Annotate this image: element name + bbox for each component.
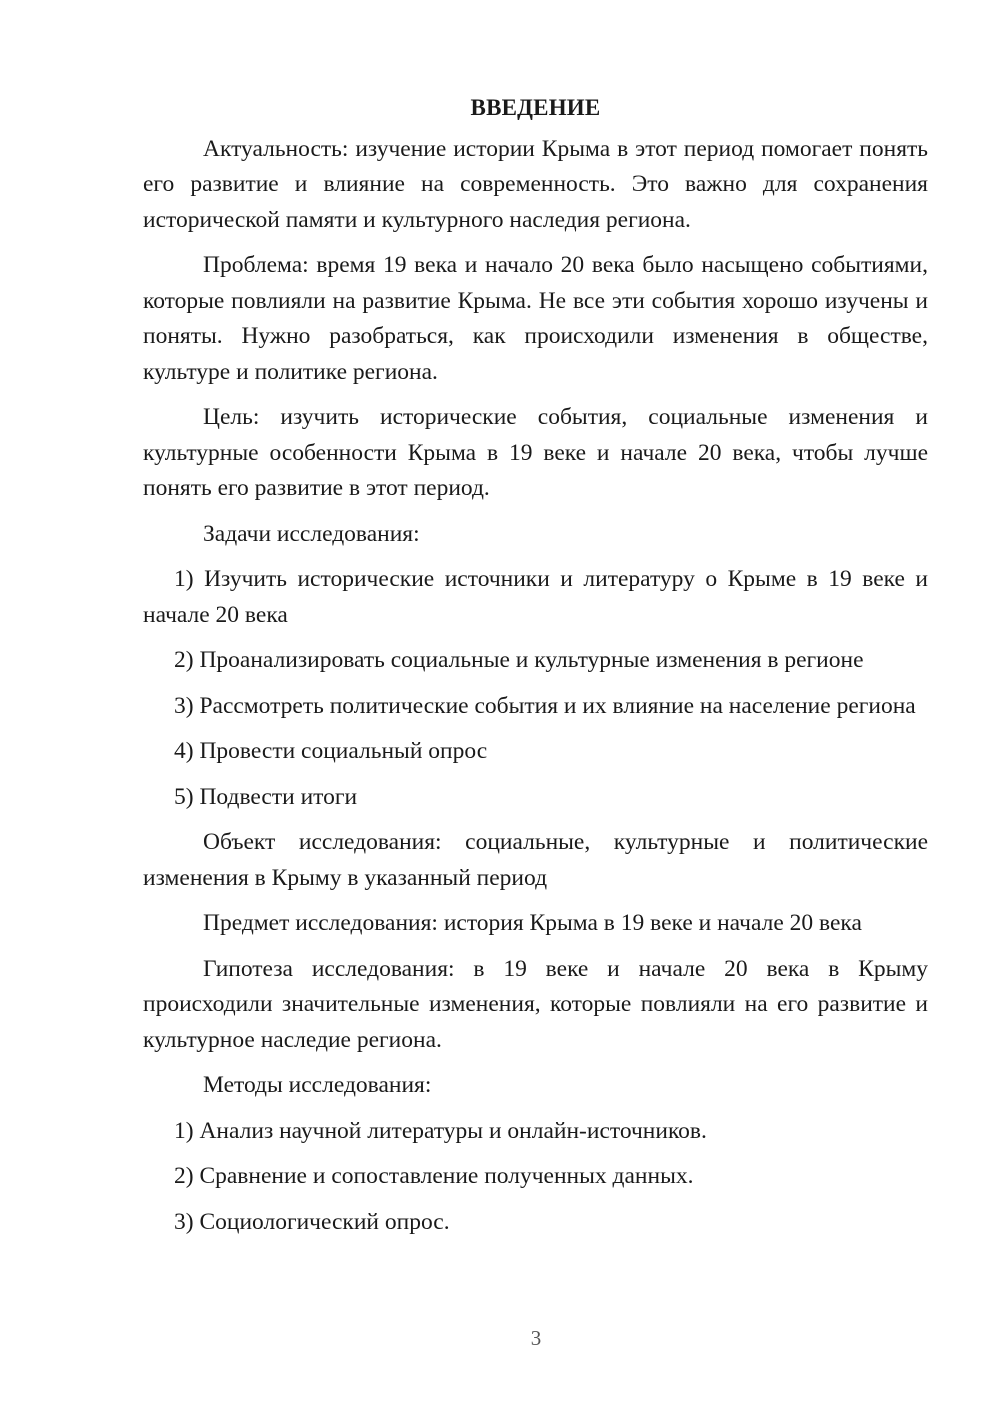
method-item-1: 1) Анализ научной литературы и онлайн-источников. xyxy=(174,1117,707,1144)
paragraph-object: Объект исследования: социальные, культурные и политические изменения в Крыму в указанный период xyxy=(143,829,928,891)
paragraph-tasks-heading: Задачи исследования: xyxy=(203,520,420,547)
page-content xyxy=(143,90,928,1250)
paragraph-goal: Цель: изучить исторические события, социальные изменения и культурные особенности Крыма в 19 веке и начале 20 века, чтобы лучше понять его развитие в этот период. xyxy=(143,404,928,501)
paragraph-hypothesis: Гипотеза исследования: в 19 веке и начале 20 века в Крыму происходили значительные изменения, которые повлияли на его развитие и культурное наследие региона. xyxy=(143,955,928,1053)
paragraph-methods-heading: Методы исследования: xyxy=(203,1072,432,1098)
section-title: ВВЕДЕНИЕ xyxy=(470,95,601,120)
method-item-3: 3) Социологический опрос. xyxy=(174,1208,450,1235)
task-item-1: 1) Изучить исторические источники и литературу о Крыме в 19 веке и начале 20 века xyxy=(143,566,928,628)
task-item-3: 3) Рассмотреть политические события и их влияние на население региона xyxy=(174,692,916,719)
task-item-2: 2) Проанализировать социальные и культурные изменения в регионе xyxy=(174,647,864,673)
task-item-4: 4) Провести социальный опрос xyxy=(174,738,488,764)
page-number: 3 xyxy=(530,1326,542,1350)
task-item-5: 5) Подвести итоги xyxy=(174,783,358,810)
paragraph-problem: Проблема: время 19 века и начало 20 века было насыщено событиями, которые повлияли на развитие Крыма. Не все эти события хорошо изучены и поняты. Нужно разобраться, как происходили изменения в обществе, культуре и политике региона. xyxy=(143,252,928,385)
method-item-2: 2) Сравнение и сопоставление полученных данных. xyxy=(174,1163,694,1189)
paragraph-subject: Предмет исследования: история Крыма в 19 веке и начале 20 века xyxy=(203,910,862,936)
paragraph-relevance: Актуальность: изучение истории Крыма в этот период помогает понять его развитие и влияние на современность. Это важно для сохранения исторической памяти и культурного наследия региона. xyxy=(143,135,928,233)
